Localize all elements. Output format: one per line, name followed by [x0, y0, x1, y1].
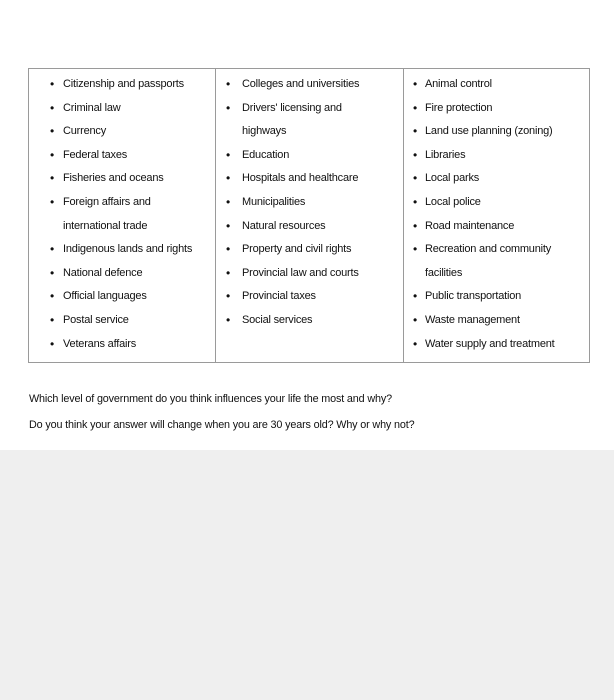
list-item-text: Indigenous lands and rights	[63, 243, 193, 256]
bullet-icon: •	[226, 100, 231, 115]
bullet-icon: •	[50, 124, 55, 139]
bullet-icon: •	[226, 77, 231, 91]
list-item	[404, 309, 589, 333]
list-item	[216, 285, 403, 309]
list-item	[404, 238, 589, 262]
list-item-text: Libraries	[425, 148, 466, 161]
list-item-text: Postal service	[63, 313, 129, 326]
bullet-icon: •	[413, 124, 418, 139]
bullet-icon: •	[413, 100, 418, 115]
bullet-icon: •	[50, 336, 55, 351]
provincial-column	[216, 69, 404, 363]
bullet-icon: •	[50, 171, 55, 186]
list-item-text: Official languages	[63, 290, 147, 303]
list-item-text: Animal control	[425, 78, 492, 90]
list-item-text: Land use planning (zoning)	[425, 125, 553, 138]
responsibilities-table	[28, 68, 590, 363]
municipal-column	[404, 69, 590, 363]
list-item	[29, 262, 215, 286]
list-item-text: Water supply and treatment	[425, 337, 555, 350]
provincial-list	[216, 73, 403, 333]
list-item	[216, 144, 403, 168]
list-item-text: Fire protection	[425, 101, 493, 114]
list-item-continuation	[404, 262, 589, 286]
list-item	[29, 309, 215, 333]
federal-list	[29, 73, 215, 356]
bullet-icon: •	[413, 171, 418, 186]
list-item-text: Natural resources	[242, 219, 326, 232]
list-item-text: Waste management	[425, 313, 520, 326]
bullet-icon: •	[413, 194, 418, 209]
list-item	[404, 215, 589, 239]
list-item	[216, 262, 403, 286]
list-item	[404, 191, 589, 215]
bullet-icon: •	[226, 289, 231, 304]
list-item	[404, 97, 589, 121]
list-item	[216, 309, 403, 333]
list-item-continuation	[216, 120, 403, 144]
list-item-text: Provincial taxes	[242, 290, 316, 303]
list-item-text: Hospitals and healthcare	[242, 172, 359, 185]
list-item-text: Fisheries and oceans	[63, 172, 164, 185]
list-item	[29, 191, 215, 215]
bullet-icon: •	[226, 265, 231, 280]
list-item	[404, 73, 589, 97]
bullet-icon: •	[50, 265, 55, 280]
list-item	[29, 285, 215, 309]
bullet-icon: •	[226, 242, 231, 257]
bullet-icon: •	[50, 312, 55, 327]
list-item	[216, 238, 403, 262]
question-2: Do you think your answer will change when you are 30 years old? Why or why not?	[29, 419, 415, 431]
list-item-text: National defence	[63, 266, 143, 279]
list-item-text: Social services	[242, 313, 313, 326]
list-item	[29, 144, 215, 168]
list-item-text: Public transportation	[425, 290, 522, 303]
bullet-icon: •	[226, 194, 231, 209]
list-item	[404, 167, 589, 191]
list-item	[216, 73, 403, 97]
list-item-text: highways	[242, 125, 287, 138]
bullet-icon: •	[50, 242, 55, 257]
list-item-text: Recreation and community	[425, 243, 552, 256]
bullet-icon: •	[50, 100, 55, 115]
bullet-icon: •	[50, 77, 55, 91]
list-item-text: Federal taxes	[63, 148, 128, 161]
list-item-continuation	[29, 215, 215, 239]
bullet-icon: •	[413, 289, 418, 304]
list-item-text: Drivers' licensing and	[242, 101, 342, 114]
list-item-text: international trade	[63, 219, 148, 232]
list-item	[404, 333, 589, 357]
list-item	[216, 97, 403, 121]
list-item-text: Colleges and universities	[242, 78, 360, 90]
bullet-icon: •	[226, 218, 231, 233]
list-item	[29, 238, 215, 262]
federal-column	[29, 69, 216, 363]
bullet-icon: •	[413, 218, 418, 233]
list-item-text: Foreign affairs and	[63, 195, 151, 208]
municipal-list	[404, 73, 589, 356]
bullet-icon: •	[50, 289, 55, 304]
questions	[29, 386, 414, 438]
list-item-text: Local parks	[425, 172, 480, 185]
bullet-icon: •	[413, 242, 418, 257]
list-item	[216, 167, 403, 191]
list-item-text: Local police	[425, 195, 481, 208]
bullet-icon: •	[226, 147, 231, 162]
list-item-text: Municipalities	[242, 195, 306, 208]
list-item-text: facilities	[425, 266, 463, 279]
bullet-icon: •	[413, 336, 418, 351]
list-item-text: Property and civil rights	[242, 243, 352, 256]
list-item	[216, 191, 403, 215]
question-1: Which level of government do you think influences your life the most and why?	[29, 393, 392, 405]
list-item-text: Road maintenance	[425, 219, 515, 232]
list-item-text: Currency	[63, 125, 107, 138]
bullet-icon: •	[50, 194, 55, 209]
bullet-icon: •	[413, 77, 418, 91]
bullet-icon: •	[50, 147, 55, 162]
list-item-text: Veterans affairs	[63, 337, 137, 350]
bullet-icon: •	[226, 171, 231, 186]
bullet-icon: •	[413, 312, 418, 327]
list-item	[216, 215, 403, 239]
bullet-icon: •	[226, 312, 231, 327]
list-item	[29, 73, 215, 97]
bullet-icon: •	[413, 147, 418, 162]
list-item-text: Provincial law and courts	[242, 266, 359, 279]
list-item	[29, 120, 215, 144]
list-item	[29, 97, 215, 121]
list-item-text: Education	[242, 148, 290, 161]
list-item	[404, 285, 589, 309]
list-item	[29, 167, 215, 191]
list-item-text: Citizenship and passports	[63, 78, 184, 90]
list-item	[404, 120, 589, 144]
list-item	[29, 333, 215, 357]
list-item-text: Criminal law	[63, 101, 121, 114]
list-item	[404, 144, 589, 168]
